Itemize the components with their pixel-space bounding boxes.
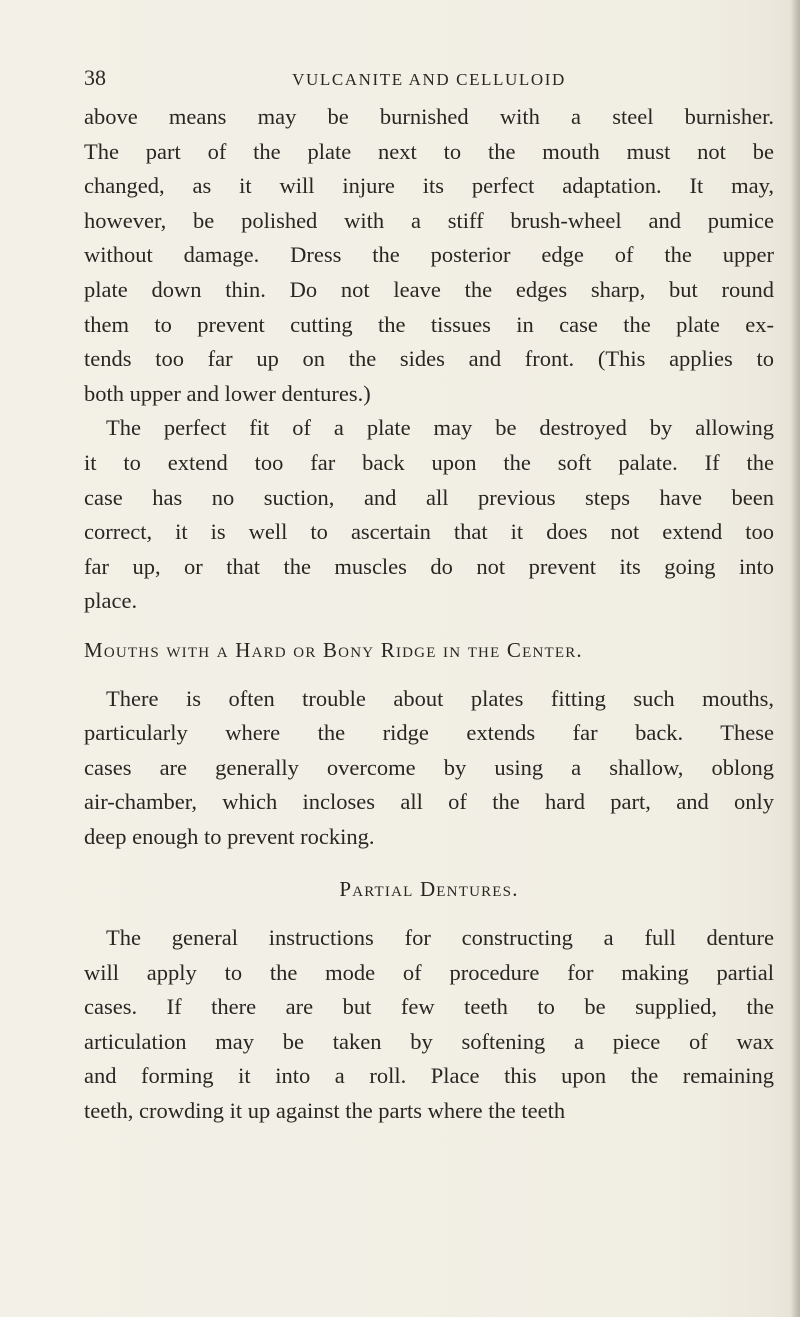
text-line: it to extend too far back upon the soft palate. If the — [84, 449, 774, 475]
running-head: VULCANITE AND CELLULOID — [292, 70, 566, 89]
text-line: both upper and lower dentures.) — [84, 380, 371, 406]
text-line: air-chamber, which incloses all of the hard part, and only — [84, 789, 774, 815]
text-line: deep enough to prevent rocking. — [84, 823, 375, 849]
text-line: plate down thin. Do not leave the edges sharp, but round — [84, 276, 774, 302]
text-line: however, be polished with a stiff brush-wheel and pumice — [84, 207, 774, 233]
text-line: changed, as it will injure its perfect adaptation. It may, — [84, 173, 774, 199]
spacer — [84, 854, 774, 872]
text-line: correct, it is well to ascertain that it does not extend too — [84, 519, 774, 545]
text-line: particularly where the ridge extends far back. These — [84, 720, 774, 746]
text-line: and forming it into a roll. Place this upon the remaining — [84, 1063, 774, 1089]
text-line: cases are generally overcome by using a shallow, oblong — [84, 754, 774, 780]
section-heading: Mouths with a Hard or Bony Ridge in the Center. — [84, 637, 583, 662]
text-line: teeth, crowding it up against the parts where the teeth — [84, 1098, 566, 1124]
text-line: The part of the plate next to the mouth must not be — [84, 138, 774, 164]
text-line: There is often trouble about plates fitting such mouths, — [106, 685, 774, 711]
text-line: far up, or that the muscles do not prevent its going into — [84, 553, 774, 579]
paragraph — [84, 921, 774, 1129]
section-heading: Partial Dentures. — [339, 877, 519, 902]
text-line: tends too far up on the sides and front. (This applies to — [84, 346, 774, 372]
paragraph — [84, 100, 774, 411]
text-line: above means may be burnished with a steel burnisher. — [84, 104, 774, 129]
body-text — [84, 100, 774, 1129]
page-edge-shadow — [790, 0, 800, 1317]
text-line: without damage. Dress the posterior edge of the upper — [84, 242, 774, 268]
paragraph — [84, 682, 774, 855]
page-header — [84, 62, 774, 98]
text-line: case has no suction, and all previous steps have been — [84, 484, 774, 510]
text-line: The general instructions for constructing a full denture — [106, 925, 774, 951]
spacer — [84, 668, 774, 682]
text-line: them to prevent cutting the tissues in case the plate ex- — [84, 311, 774, 337]
text-line: will apply to the mode of procedure for making partial — [84, 959, 774, 985]
page-number: 38 — [84, 65, 106, 90]
paragraph — [84, 411, 774, 619]
text-line: The perfect fit of a plate may be destroyed by allowing — [106, 415, 774, 441]
spacer — [84, 907, 774, 921]
text-line: cases. If there are but few teeth to be supplied, the — [84, 994, 774, 1020]
spacer — [84, 619, 774, 633]
text-line: place. — [84, 588, 138, 614]
text-line: articulation may be taken by softening a piece of wax — [84, 1028, 774, 1054]
